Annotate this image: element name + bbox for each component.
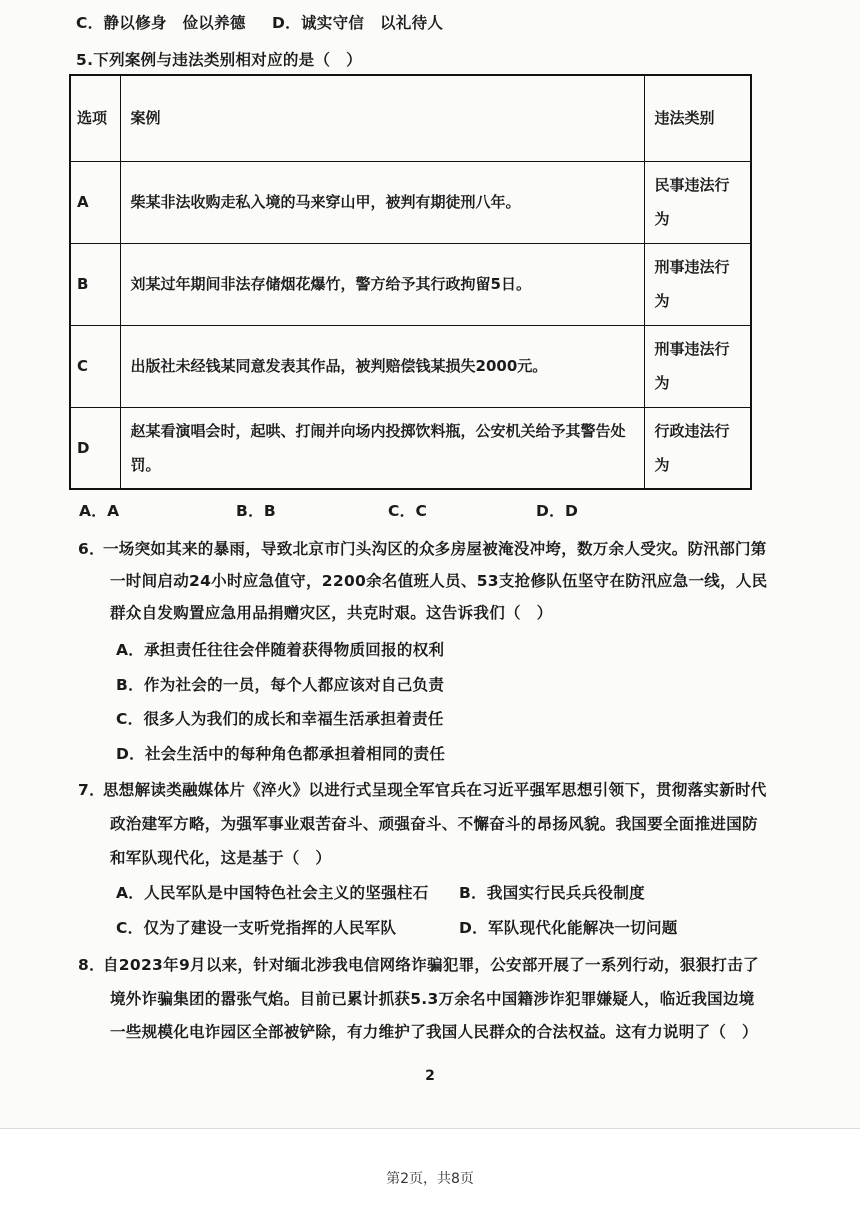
q7-option-a: A．人民军队是中国特色社会主义的坚强柱石 (116, 884, 429, 902)
q7-number: 7． (78, 781, 105, 799)
q6-stem-line-1: 一场突如其来的暴雨，导致北京市门头沟区的众多房屋被淹没冲垮，数万余人受灾。防汛部门第 (103, 540, 767, 558)
row-category: 刑事违法行为 (644, 243, 751, 325)
q5-answer-d: D．D (536, 502, 579, 520)
row-category: 民事违法行为 (644, 161, 751, 243)
table-row (70, 161, 751, 243)
q5-table (69, 74, 752, 490)
q8-stem-line-3: 一些规模化电诈园区全部被铲除，有力维护了我国人民群众的合法权益。这有力说明了（ ） (110, 1023, 758, 1041)
q7-option-b: B．我国实行民兵兵役制度 (459, 884, 645, 902)
page-divider (0, 1128, 860, 1129)
row-option: B (70, 243, 120, 325)
q6-option-d: D．社会生活中的每种角色都承担着相同的责任 (116, 745, 446, 763)
q8-number: 8． (78, 956, 105, 974)
q7-stem-line-1: 思想解读类融媒体片《淬火》以进行式呈现全军官兵在习近平强军思想引领下，贯彻落实新时代 (103, 781, 767, 799)
q5-stem: 5.下列案例与违法类别相对应的是（ ） (76, 51, 362, 69)
q7-option-d: D．军队现代化能解决一切问题 (459, 919, 678, 937)
q7-stem-line-2: 政治建军方略，为强军事业艰苦奋斗、顽强奋斗、不懈奋斗的昂扬风貌。我国要全面推进国防 (110, 815, 758, 833)
prev-option-d: D．诚实守信 以礼待人 (272, 14, 444, 32)
table-row (70, 325, 751, 407)
page-footer: 第2页，共8页 (386, 1171, 474, 1187)
row-case: 柴某非法收购走私入境的马来穿山甲，被判有期徒刑八年。 (120, 161, 644, 243)
q6-option-b: B．作为社会的一员，每个人都应该对自己负责 (116, 676, 445, 694)
table-row (70, 407, 751, 489)
q7-option-c: C．仅为了建设一支听党指挥的人民军队 (116, 919, 397, 937)
row-category: 行政违法行为 (644, 407, 751, 489)
q6-stem-line-2: 一时间启动24小时应急值守，2200余名值班人员、53支抢修队伍坚守在防汛应急一线，人民 (110, 572, 768, 590)
q5-answer-b: B．B (236, 502, 277, 520)
row-option: D (70, 407, 120, 489)
row-option: C (70, 325, 120, 407)
q6-stem-line-3: 群众自发购置应急用品捐赠灾区，共克时艰。这告诉我们（ ） (110, 604, 553, 622)
table-row (70, 243, 751, 325)
row-case: 出版社未经钱某同意发表其作品，被判赔偿钱某损失2000元。 (120, 325, 644, 407)
header-case: 案例 (120, 75, 644, 161)
row-option: A (70, 161, 120, 243)
q7-stem-line-3: 和军队现代化，这是基于（ ） (110, 849, 332, 867)
prev-option-c: C．静以修身 俭以养德 (76, 14, 246, 32)
table-header-row (70, 75, 751, 161)
q5-answer-a: A．A (79, 502, 120, 520)
row-case: 刘某过年期间非法存储烟花爆竹，警方给予其行政拘留5日。 (120, 243, 644, 325)
q6-option-a: A．承担责任往往会伴随着获得物质回报的权利 (116, 641, 445, 659)
q6-number: 6． (78, 540, 105, 558)
q5-answer-c: C．C (388, 502, 428, 520)
header-option: 选项 (70, 75, 120, 161)
q8-stem-line-1: 自2023年9月以来，针对缅北涉我电信网络诈骗犯罪，公安部开展了一系列行动，狠狠打击了 (103, 956, 759, 974)
header-category: 违法类别 (644, 75, 751, 161)
row-category: 刑事违法行为 (644, 325, 751, 407)
q8-stem-line-2: 境外诈骗集团的嚣张气焰。目前已累计抓获5.3万余名中国籍涉诈犯罪嫌疑人，临近我国边境 (110, 990, 755, 1008)
row-case: 赵某看演唱会时，起哄、打闹并向场内投掷饮料瓶，公安机关给予其警告处罚。 (120, 407, 644, 489)
q6-option-c: C．很多人为我们的成长和幸福生活承担着责任 (116, 710, 444, 728)
page-number: 2 (425, 1068, 435, 1084)
